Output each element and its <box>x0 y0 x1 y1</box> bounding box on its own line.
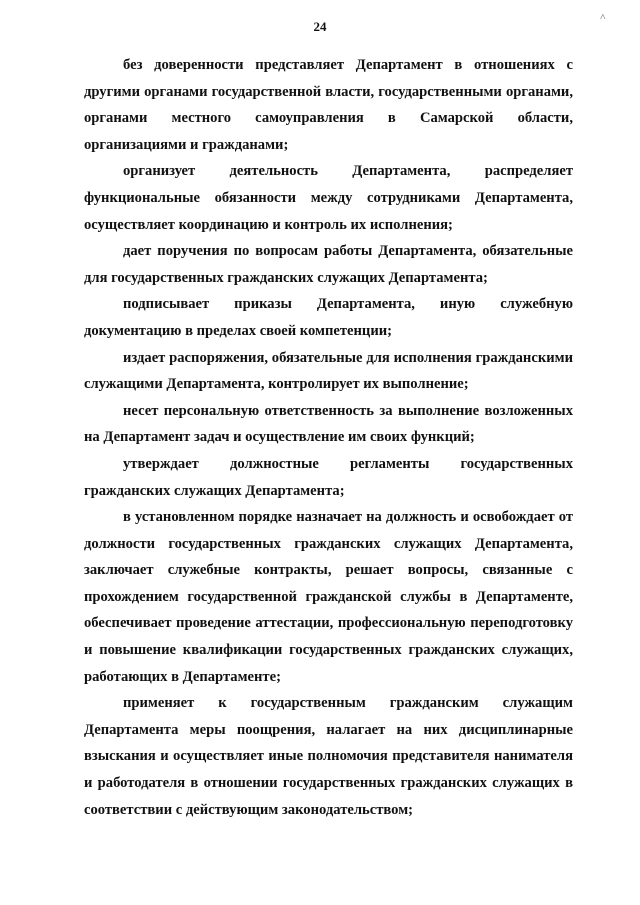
paragraph-represents-department: без доверенности представляет Департамент в отношениях с другими органами государственной власти, государственными органами, органами местного самоуправления в Самарской области, организациями и гражданами; <box>84 57 573 153</box>
paragraph-issues-directives: издает распоряжения, обязательные для исполнения гражданскими служащими Департамента, контролирует их выполнение; <box>84 349 573 393</box>
paragraph-gives-instructions: дает поручения по вопросам работы Департамента, обязательные для государственных гражданских служащих Департамента; <box>84 243 573 286</box>
paragraph-personal-responsibility: несет персональную ответственность за выполнение возложенных на Департамент задач и осуществление им своих функций; <box>84 402 573 446</box>
paragraph-appoints-staff: в установленном порядке назначает на должность и освобождает от должности государственных гражданских служащих Департамента, заключает служебные контракты, решает вопросы, связанные с прохождением государственной гражданской службы в Департаменте, обеспечивает проведение аттестации, профессиональную переподготовку и повышение квалификации государственных гражданских служащих, работающих в Департаменте; <box>84 509 573 685</box>
paragraph-signs-orders: подписывает приказы Департамента, иную служебную документацию в пределах своей компетенции; <box>84 296 573 339</box>
document-body <box>84 52 573 823</box>
paragraph-organizes-activity: организует деятельность Департамента, распределяет функциональные обязанности между сотрудниками Департамента, осуществляет координацию и контроль их исполнения; <box>84 163 573 233</box>
paragraph-approves-regulations: утверждает должностные регламенты государственных гражданских служащих Департамента; <box>84 455 573 499</box>
corner-mark: ˄ <box>600 12 606 23</box>
page-number: 24 <box>313 19 327 34</box>
paragraph-applies-measures: применяет к государственным гражданским служащим Департамента меры поощрения, налагает на них дисциплинарные взыскания и осуществляет иные полномочия представителя нанимателя и работодателя в отношении государственных гражданских служащих в соответствии с действующим законодательством; <box>84 695 573 818</box>
